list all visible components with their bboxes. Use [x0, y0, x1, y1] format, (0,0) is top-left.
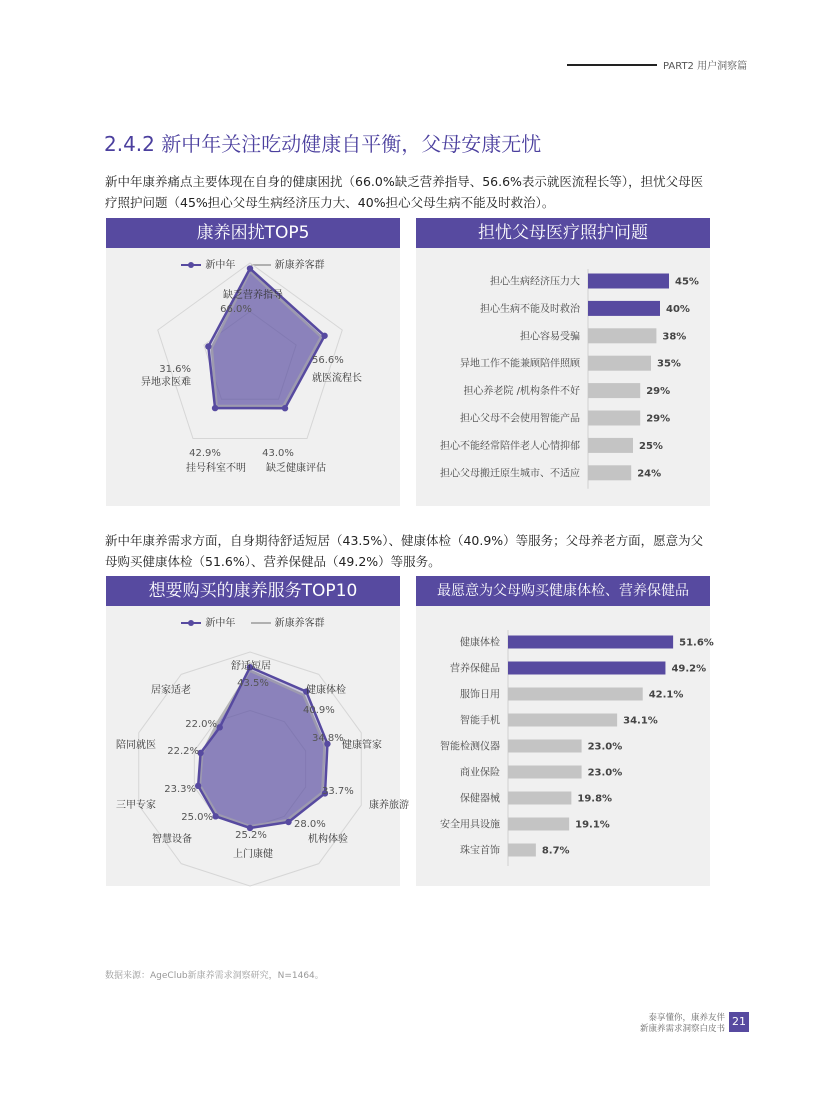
bar-category-label: 担心不能经常陪伴老人心情抑郁	[440, 440, 580, 452]
value-label: 43.5%	[237, 678, 269, 689]
bar-value-label: 24%	[637, 468, 662, 480]
bar	[588, 274, 669, 289]
value-label: 25.0%	[181, 812, 213, 823]
bar-category-label: 智能手机	[460, 715, 500, 727]
bar-category-label: 担心养老院 /机构条件不好	[463, 386, 580, 398]
value-label: 42.9%	[189, 448, 221, 459]
legend-label: 新中年	[205, 618, 236, 629]
bar-chart-parent-purchases	[416, 576, 714, 886]
bar-value-label: 8.7%	[541, 845, 570, 857]
bar-category-label: 服饰日用	[460, 689, 500, 701]
panel-services	[106, 576, 409, 886]
data-point	[285, 819, 291, 825]
bar-chart-parent-concerns	[416, 218, 710, 506]
data-point	[217, 724, 223, 730]
bar	[508, 688, 643, 701]
bar-category-label: 担心父母不会使用智能产品	[460, 413, 580, 425]
bar	[508, 844, 536, 857]
bar	[588, 465, 631, 480]
bar-category-label: 担心生病经济压力大	[490, 276, 580, 288]
category-label: 健康管家	[342, 740, 382, 751]
page-title: 2.4.2 新中年关注吃动健康自平衡，父母安康无忧	[104, 132, 542, 156]
footer-line: 泰享懂你，康养友伴	[648, 1013, 725, 1023]
bar-category-label: 担心生病不能及时救治	[480, 303, 580, 315]
category-label: 机构体验	[308, 834, 348, 845]
category-label: 挂号科室不明	[186, 463, 246, 474]
bar-category-label: 异地工作不能兼顾陪伴照顾	[460, 358, 580, 370]
bar	[588, 438, 633, 453]
category-label: 缺乏营养指导	[223, 290, 283, 301]
value-label: 34.8%	[312, 733, 344, 744]
legend-label: 新康养客群	[274, 260, 325, 271]
panel-title: 康养困扰TOP5	[106, 218, 400, 248]
radar-chart-services	[106, 576, 409, 886]
bar-value-label: 23.0%	[587, 767, 623, 779]
bar	[588, 383, 640, 398]
value-label: 31.6%	[159, 364, 191, 375]
panel-pain-points	[106, 218, 400, 506]
category-label: 三甲专家	[116, 800, 156, 811]
bar	[508, 818, 569, 831]
data-point	[282, 405, 288, 411]
bar	[508, 636, 673, 649]
value-label: 28.0%	[294, 819, 326, 830]
radar-chart-pain-points	[106, 218, 400, 506]
demand-paragraph: 新中年康养需求方面，自身期待舒适短居（43.5%）、健康体检（40.9%）等服务；父母养老方面，愿意为父母购买健康体检（51.6%）、营养保健品（49.2%）等服务。	[105, 533, 704, 569]
bar	[588, 328, 656, 343]
data-source: 数据来源：AgeClub新康养需求洞察研究，N=1464。	[105, 971, 324, 981]
panel-title: 担忧父母医疗照护问题	[416, 218, 710, 248]
bar-category-label: 营养保健品	[450, 663, 500, 675]
intro-paragraph: 新中年康养痛点主要体现在自身的健康困扰（66.0%缺乏营养指导、56.6%表示就医流程长等），担忧父母医疗照护问题（45%担心父母生病经济压力大、40%担心父母生病不能及时救治）。	[105, 174, 704, 210]
bar-value-label: 35%	[657, 358, 681, 370]
category-label: 缺乏健康评估	[266, 463, 326, 474]
bar-value-label: 34.1%	[623, 715, 658, 727]
bar	[508, 766, 582, 779]
header-rule	[567, 64, 657, 66]
value-label: 22.0%	[185, 719, 217, 730]
bar-category-label: 商业保险	[460, 767, 500, 779]
section-label: PART2 用户洞察篇	[663, 61, 748, 72]
value-label: 23.3%	[164, 784, 196, 795]
bar	[588, 301, 660, 316]
page-number: 21	[729, 1012, 749, 1032]
panel-parent-concerns	[416, 218, 710, 506]
bar-value-label: 40%	[666, 303, 690, 315]
category-label: 就医流程长	[312, 373, 362, 384]
category-label: 康养旅游	[369, 800, 409, 811]
bar	[588, 356, 651, 371]
bar-value-label: 25%	[639, 440, 663, 452]
value-label: 25.2%	[235, 830, 267, 841]
bar-value-label: 38%	[662, 331, 687, 343]
category-label: 智慧设备	[152, 834, 192, 845]
category-label: 陪同就医	[116, 740, 156, 751]
category-label: 舒适短居	[231, 661, 271, 672]
value-label: 66.0%	[220, 304, 252, 315]
bar-value-label: 29%	[646, 413, 671, 425]
bar-category-label: 珠宝首饰	[460, 845, 500, 857]
bar-category-label: 担心容易受骗	[520, 331, 580, 343]
bar-category-label: 安全用具设施	[440, 819, 500, 831]
value-label: 56.6%	[312, 355, 344, 366]
panel-title: 最愿意为父母购买健康体检、营养保健品	[416, 576, 710, 606]
bar	[508, 740, 582, 753]
value-label: 22.2%	[167, 746, 199, 757]
category-label: 居家适老	[151, 685, 191, 696]
bar-category-label: 担心父母搬迁原生城市、不适应	[440, 468, 580, 480]
bar-category-label: 健康体检	[460, 637, 500, 649]
bar-category-label: 保健器械	[460, 793, 500, 805]
data-point	[212, 405, 218, 411]
bar-value-label: 42.1%	[648, 689, 684, 701]
value-label: 40.9%	[303, 705, 335, 716]
category-label: 异地求医难	[141, 377, 191, 388]
bar-value-label: 19.1%	[575, 819, 610, 831]
data-point	[212, 813, 218, 819]
footer-line: 新康养需求洞察白皮书	[639, 1024, 725, 1034]
value-label: 33.7%	[322, 786, 354, 797]
footer-brand	[640, 1013, 725, 1035]
category-label: 上门康健	[233, 849, 273, 860]
data-point	[321, 333, 327, 339]
panel-parent-purchases	[416, 576, 714, 886]
data-point	[247, 265, 253, 271]
bar	[508, 714, 617, 727]
legend-label: 新中年	[205, 260, 236, 271]
category-label: 健康体检	[306, 685, 346, 696]
bar-value-label: 23.0%	[587, 741, 623, 753]
bar-value-label: 49.2%	[671, 663, 707, 675]
bar-value-label: 29%	[646, 386, 671, 398]
bar-value-label: 19.8%	[577, 793, 613, 805]
bar-value-label: 45%	[675, 276, 699, 288]
bar-value-label: 51.6%	[679, 637, 714, 649]
data-point	[205, 343, 211, 349]
bar	[508, 662, 665, 675]
bar-category-label: 智能检测仪器	[440, 741, 500, 753]
bar	[588, 411, 640, 426]
panel-title: 想要购买的康养服务TOP10	[106, 576, 400, 606]
legend-label: 新康养客群	[274, 618, 325, 629]
value-label: 43.0%	[262, 448, 294, 459]
bar	[508, 792, 571, 805]
